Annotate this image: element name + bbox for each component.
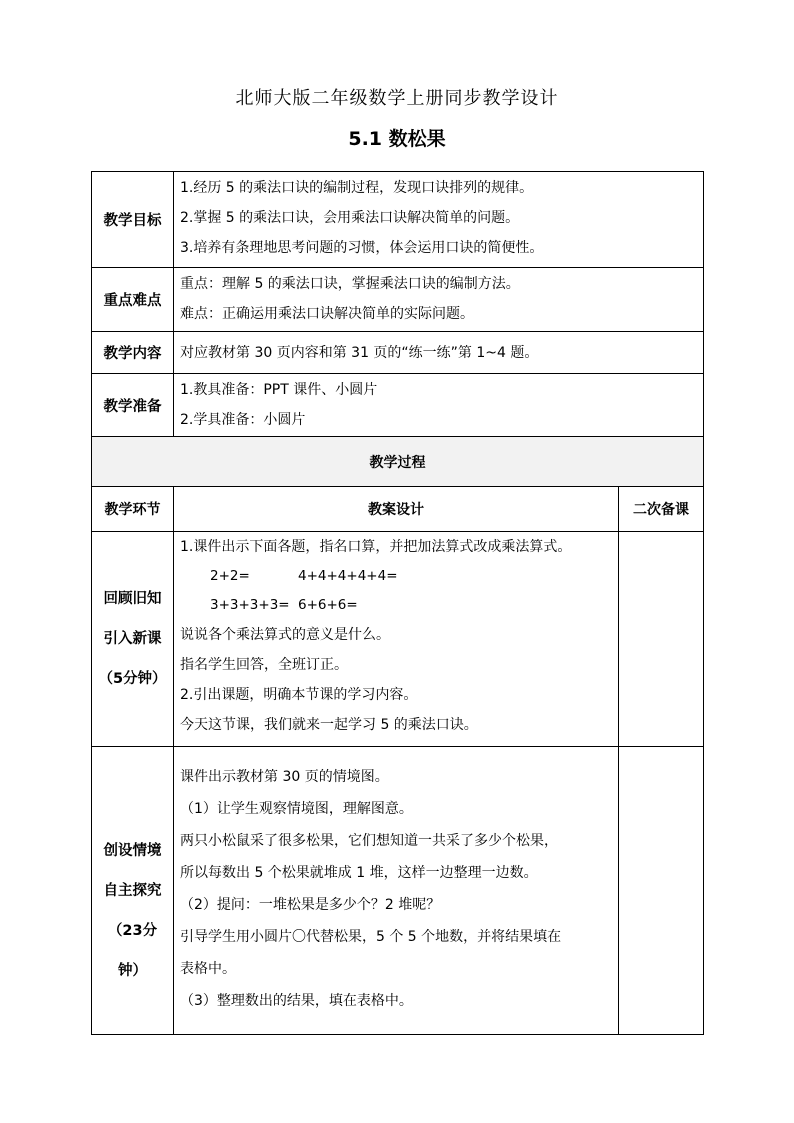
review-after-3: 2.引出课题，明确本节课的学习内容。 — [180, 687, 418, 703]
row-review — [92, 532, 704, 747]
review-after-2: 指名学生回答，全班订正。 — [180, 657, 348, 673]
key-content — [174, 268, 704, 332]
review-after-4: 今天这节课，我们就来一起学习 5 的乘法口诀。 — [180, 717, 478, 733]
explore-line-3: 两只小松鼠采了很多松果，它们想知道一共采了多少个松果， — [180, 833, 558, 849]
key-label: 重点难点 — [92, 268, 174, 332]
key-line-1: 重点：理解 5 的乘法口诀，掌握乘法口诀的编制方法。 — [180, 276, 520, 292]
goals-content — [174, 172, 704, 268]
explore-line-1: 课件出示教材第 30 页的情境图。 — [180, 769, 389, 785]
col-header-stage: 教学环节 — [92, 487, 174, 532]
explore-label-4: 钟） — [118, 962, 147, 979]
content-line: 对应教材第 30 页内容和第 31 页的“练一练”第 1~4 题。 — [180, 344, 539, 361]
prep-label: 教学准备 — [92, 374, 174, 437]
equation-1: 2+2= — [210, 568, 250, 584]
explore-second-prep — [619, 747, 704, 1035]
explore-line-4: 所以每数出 5 个松果就堆成 1 堆，这样一边整理一边数。 — [180, 865, 538, 881]
explore-content — [174, 747, 619, 1035]
goal-line-2: 2.掌握 5 的乘法口诀，会用乘法口诀解决简单的问题。 — [180, 210, 520, 226]
equation-3: 3+3+3+3= — [210, 597, 290, 613]
review-line-1: 1.课件出示下面各题，指名口算，并把加法算式改成乘法算式。 — [180, 539, 572, 555]
review-second-prep — [619, 532, 704, 747]
content-text — [174, 332, 704, 374]
review-label — [92, 532, 174, 747]
doc-header: 北师大版二年级数学上册同步教学设计 — [235, 88, 559, 109]
content-label: 教学内容 — [92, 332, 174, 374]
review-label-2: 引入新课 — [103, 631, 162, 647]
prep-line-1: 1.教具准备：PPT 课件、小圆片 — [180, 382, 378, 398]
explore-line-8: （3）整理数出的结果，填在表格中。 — [180, 993, 413, 1009]
explore-line-2: （1）让学生观察情境图，理解图意。 — [180, 801, 413, 817]
row-explore — [92, 747, 704, 1035]
row-columns — [92, 487, 704, 532]
explore-line-7: 表格中。 — [180, 961, 236, 977]
lesson-plan-table — [91, 171, 704, 1035]
row-goals — [92, 172, 704, 268]
row-key — [92, 268, 704, 332]
prep-content — [174, 374, 704, 437]
explore-line-6: 引导学生用小圆片〇代替松果，5 个 5 个地数，并将结果填在 — [180, 929, 562, 945]
row-prep — [92, 374, 704, 437]
explore-line-5: （2）提问：一堆松果是多少个？2 堆呢？ — [180, 897, 441, 913]
review-after-1: 说说各个乘法算式的意义是什么。 — [180, 627, 390, 643]
prep-line-2: 2.学具准备：小圆片 — [180, 412, 306, 428]
review-label-1: 回顾旧知 — [103, 591, 162, 607]
process-heading: 教学过程 — [92, 437, 704, 487]
row-process — [92, 437, 704, 487]
equation-row-2 — [180, 591, 612, 620]
equation-4: 6+6+6= — [298, 597, 358, 613]
review-label-3: （5分钟） — [98, 671, 167, 687]
equation-row-1 — [180, 562, 612, 591]
explore-label — [92, 747, 174, 1035]
explore-label-3: （23分 — [107, 922, 158, 939]
goal-line-3: 3.培养有条理地思考问题的习惯，体会运用口诀的简便性。 — [180, 240, 544, 256]
review-content — [174, 532, 619, 747]
goals-label: 教学目标 — [92, 172, 174, 268]
row-content — [92, 332, 704, 374]
col-header-design: 教案设计 — [174, 487, 619, 532]
doc-title: 5.1 数松果 — [348, 128, 446, 150]
key-line-2: 难点：正确运用乘法口诀解决简单的实际问题。 — [180, 306, 474, 322]
col-header-second: 二次备课 — [619, 487, 704, 532]
explore-label-1: 创设情境 — [103, 842, 162, 859]
explore-label-2: 自主探究 — [103, 882, 162, 899]
equation-2: 4+4+4+4+4= — [298, 568, 398, 584]
goal-line-1: 1.经历 5 的乘法口诀的编制过程，发现口诀排列的规律。 — [180, 180, 534, 196]
